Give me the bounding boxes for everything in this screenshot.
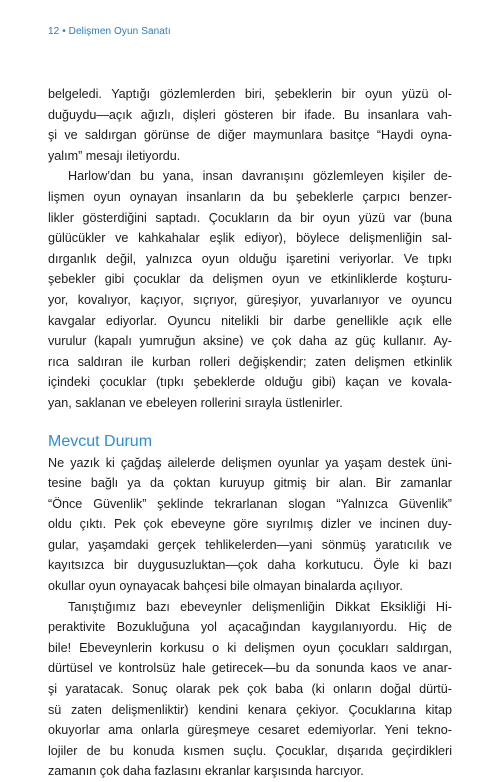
text-line: belgeledi. Yaptığı gözlemlerden biri, şebeklerin bir oyun yüzü ol- xyxy=(48,87,452,101)
paragraph xyxy=(48,597,452,782)
text-line: duğuydu—açık ağızlı, dişleri gösteren bir ifade. Bu insanlara vah- xyxy=(48,107,452,122)
text-line: sü zaten delişmenliktir) kendini kenara çekiyor. Çocuklarına kitap xyxy=(48,702,452,717)
text-line: vurulur (kapalı yumruğun aksine) ve çok daha az güç kullanır. Ay- xyxy=(48,334,452,349)
text-line: yor, kovalıyor, kaçıyor, sıçrıyor, güreşiyor, yuvarlanıyor ve oyuncu xyxy=(48,292,452,307)
text-line: zamanın çok daha fazlasını ekranlar karşısında harcıyor. xyxy=(48,764,364,779)
text-line: okuyorlar ama onlarla güreşmeye cesaret edemiyorlar. Yeni tekno- xyxy=(48,723,452,738)
text-line: şi yaratacak. Sonuç olarak pek çok baba (ki onların doğal dürtü- xyxy=(48,682,452,697)
text-line: Harlow’dan bu yana, insan davranışını gözlemleyen kişiler de- xyxy=(68,169,452,184)
text-line: peraktivite Bozukluğuna yol açacağından kaygılanıyordu. Hiç de xyxy=(48,620,452,635)
text-line: kayıtsızca bir duygusuzluktan—çok daha korkutucu. Öyle ki bazı xyxy=(48,558,452,573)
paragraph xyxy=(48,84,452,166)
section-spacer xyxy=(48,414,452,432)
text-line: lojiler de bu konuda kısmen suçlu. Çocuklar, dışarıda geçirdikleri xyxy=(48,743,452,758)
text-line: “Önce Güvenlik” şeklinde tekrarlanan slogan “Yalnızca Güvenlik” xyxy=(48,496,452,511)
running-head: 12 • Delişmen Oyun Sanatı xyxy=(48,26,171,37)
text-line: gular, yaşamdaki gerçek tehlikelerden—yani sönmüş yaratıcılık ve xyxy=(48,537,452,552)
paragraph xyxy=(48,453,452,597)
text-line: lişmen oyun oynayan insanların da bu şebeklerle çarpıcı benzer- xyxy=(48,189,452,204)
text-line: yalım” mesajı iletiyordu. xyxy=(48,148,181,163)
page-body xyxy=(48,84,452,782)
paragraph xyxy=(48,166,452,413)
text-line: gülücükler ve kahkahalar eşlik ediyor), böylece delişmenliğin sal- xyxy=(48,231,452,246)
text-line: bile! Ebeveynlerin korkusu o ki delişmen oyun çocukları saldırgan, xyxy=(48,640,452,655)
text-line: okullar oyun oynayacak bahçesi bile olmayan binalarda açılıyor. xyxy=(48,579,403,594)
text-line: Ne yazık ki çağdaş ailelerde delişmen oyunlar ya yaşam destek üni- xyxy=(48,455,452,470)
text-line: Tanıştığımız bazı ebeveynler delişmenliğin Dikkat Eksikliği Hi- xyxy=(68,599,452,614)
section-heading: Mevcut Durum xyxy=(48,432,153,450)
text-line: şi ve saldırgan görünse de diğer maymunlara basitçe “Haydi oyna- xyxy=(48,128,452,143)
text-line: dürtüsel ve kontrolsüz hale getirecek—bu da sonunda kaos ve anar- xyxy=(48,661,452,676)
text-line: şebekler gibi çocuklar da delişmen oyun ve etkinliklerde koşturu- xyxy=(48,272,452,287)
text-line: içindeki çocuklar (tıpkı şebeklerde olduğu gibi) kaçan ve kovala- xyxy=(48,375,452,390)
text-line: tesine bağlı ya da çoktan kuruyup gitmiş bir alan. Bir zamanlar xyxy=(48,476,452,491)
text-line: oldu çıktı. Pek çok ebeveyne göre sıyrılmış dizler ve incinen duy- xyxy=(48,517,452,532)
text-line: likler gösterdiğini saptadı. Çocukların da bir oyun yüzü var (buna xyxy=(48,210,452,225)
text-line: dırganlık değil, yalnızca oyun olduğu işaretini veriyorlar. Ve tıpkı xyxy=(48,251,452,266)
text-line: rıca saldıran ile kurban rolleri değişkendir; zaten delişmen etkinlik xyxy=(48,354,452,369)
text-line: kavgalar ediyorlar. Oyuncu nitelikli bir darbe genellikle açık elle xyxy=(48,313,452,328)
text-line: yan, saklanan ve ebeleyen rollerini sırayla üstlenirler. xyxy=(48,395,343,410)
